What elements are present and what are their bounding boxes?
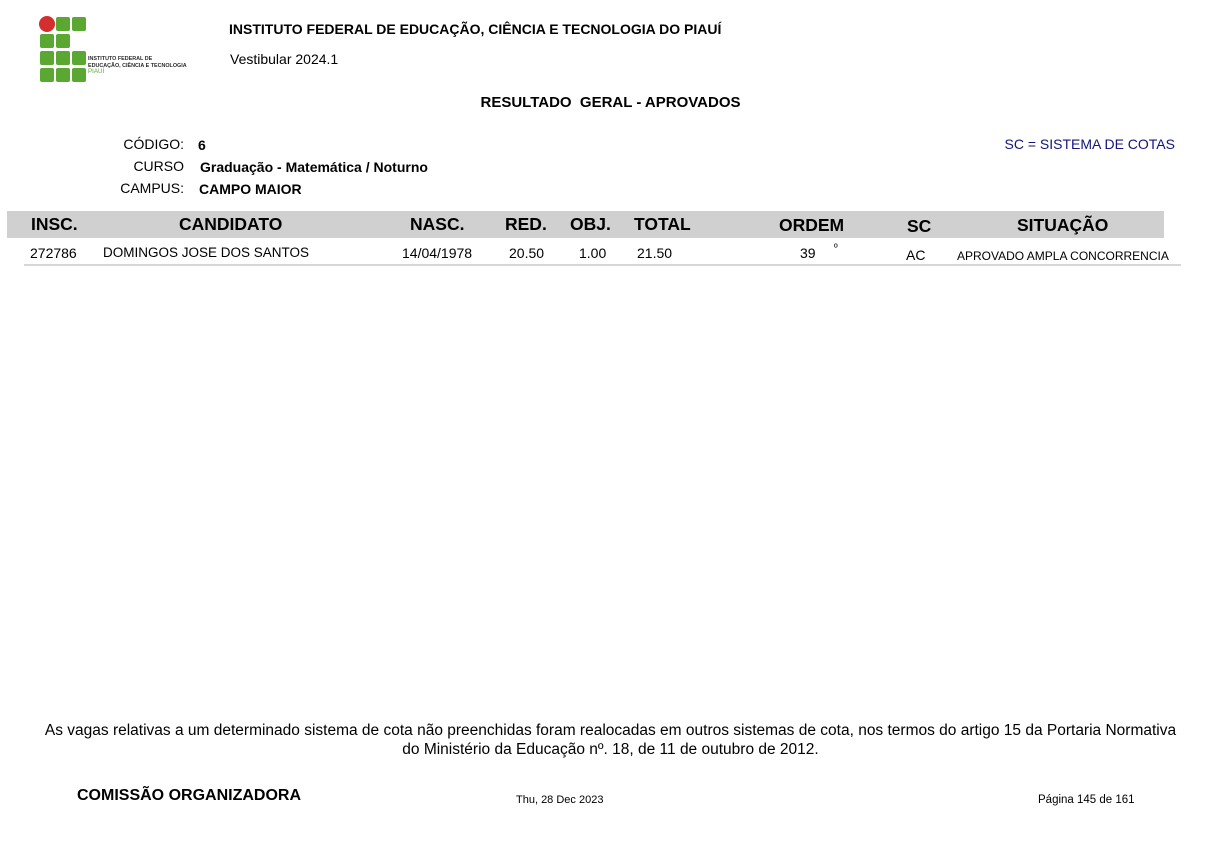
logo-square xyxy=(72,17,86,31)
sc-legend: SC = SISTEMA DE COTAS xyxy=(1004,136,1175,152)
logo-square xyxy=(56,68,70,82)
col-red: RED. xyxy=(505,214,547,234)
logo-square xyxy=(56,34,70,48)
page-number: Página 145 de 161 xyxy=(1038,794,1135,806)
logo-square xyxy=(72,68,86,82)
campus-value: CAMPO MAIOR xyxy=(199,181,302,197)
cell-ordem-suffix: º xyxy=(834,243,838,254)
col-ordem: ORDEM xyxy=(779,215,845,235)
cell-sc: AC xyxy=(906,247,926,263)
logo-square xyxy=(40,51,54,65)
col-nasc: NASC. xyxy=(410,214,465,234)
cell-insc: 272786 xyxy=(30,245,77,261)
codigo-label: CÓDIGO: xyxy=(123,136,184,152)
cell-red: 20.50 xyxy=(509,245,545,261)
logo-text-line3: PIAUÍ xyxy=(88,68,105,76)
logo-text-line1: INSTITUTO FEDERAL DE xyxy=(88,56,153,62)
row-divider xyxy=(24,264,1181,266)
logo-red-dot xyxy=(39,16,55,32)
logo-square xyxy=(56,17,70,31)
print-date: Thu, 28 Dec 2023 xyxy=(516,794,604,806)
logo-text xyxy=(88,56,187,76)
logo-text-line2: EDUCAÇÃO, CIÊNCIA E TECNOLOGIA xyxy=(88,62,187,69)
logo-square xyxy=(72,51,86,65)
cell-situacao: APROVADO AMPLA CONCORRENCIA xyxy=(957,249,1169,263)
col-candidato: CANDIDATO xyxy=(179,214,283,234)
cell-obj: 1.00 xyxy=(579,245,607,261)
curso-label: CURSO xyxy=(133,158,184,174)
col-total: TOTAL xyxy=(634,214,691,234)
logo-square xyxy=(40,68,54,82)
cell-ordem: 39 xyxy=(800,245,816,261)
col-insc: INSC. xyxy=(31,214,78,234)
col-obj: OBJ. xyxy=(570,214,611,234)
logo-square xyxy=(56,51,70,65)
quota-footnote: As vagas relativas a um determinado sistema de cota não preenchidas foram realocadas em outros sistemas de cota, nos termos do artigo 15 da Portaria Normativa do Ministério da Educação nº. 18, de 11 de outubro de 2012. xyxy=(44,722,1177,758)
table-header xyxy=(7,211,1164,238)
exam-name: Vestibular 2024.1 xyxy=(230,51,339,67)
cell-total: 21.50 xyxy=(637,245,673,261)
codigo-value: 6 xyxy=(198,137,206,153)
ifpi-logo xyxy=(38,16,208,84)
commission-label: COMISSÃO ORGANIZADORA xyxy=(77,787,301,804)
curso-value: Graduação - Matemática / Noturno xyxy=(200,159,428,175)
institution-title: INSTITUTO FEDERAL DE EDUCAÇÃO, CIÊNCIA E TECNOLOGIA DO PIAUÍ xyxy=(229,21,722,37)
cell-nasc: 14/04/1978 xyxy=(402,245,473,261)
cell-candidato: DOMINGOS JOSE DOS SANTOS xyxy=(103,245,310,260)
logo-square xyxy=(40,34,54,48)
page-title: RESULTADO GERAL - APROVADOS xyxy=(480,94,741,111)
col-situacao: SITUAÇÃO xyxy=(1017,215,1109,235)
col-sc: SC xyxy=(907,216,932,236)
campus-label: CAMPUS: xyxy=(120,180,184,196)
